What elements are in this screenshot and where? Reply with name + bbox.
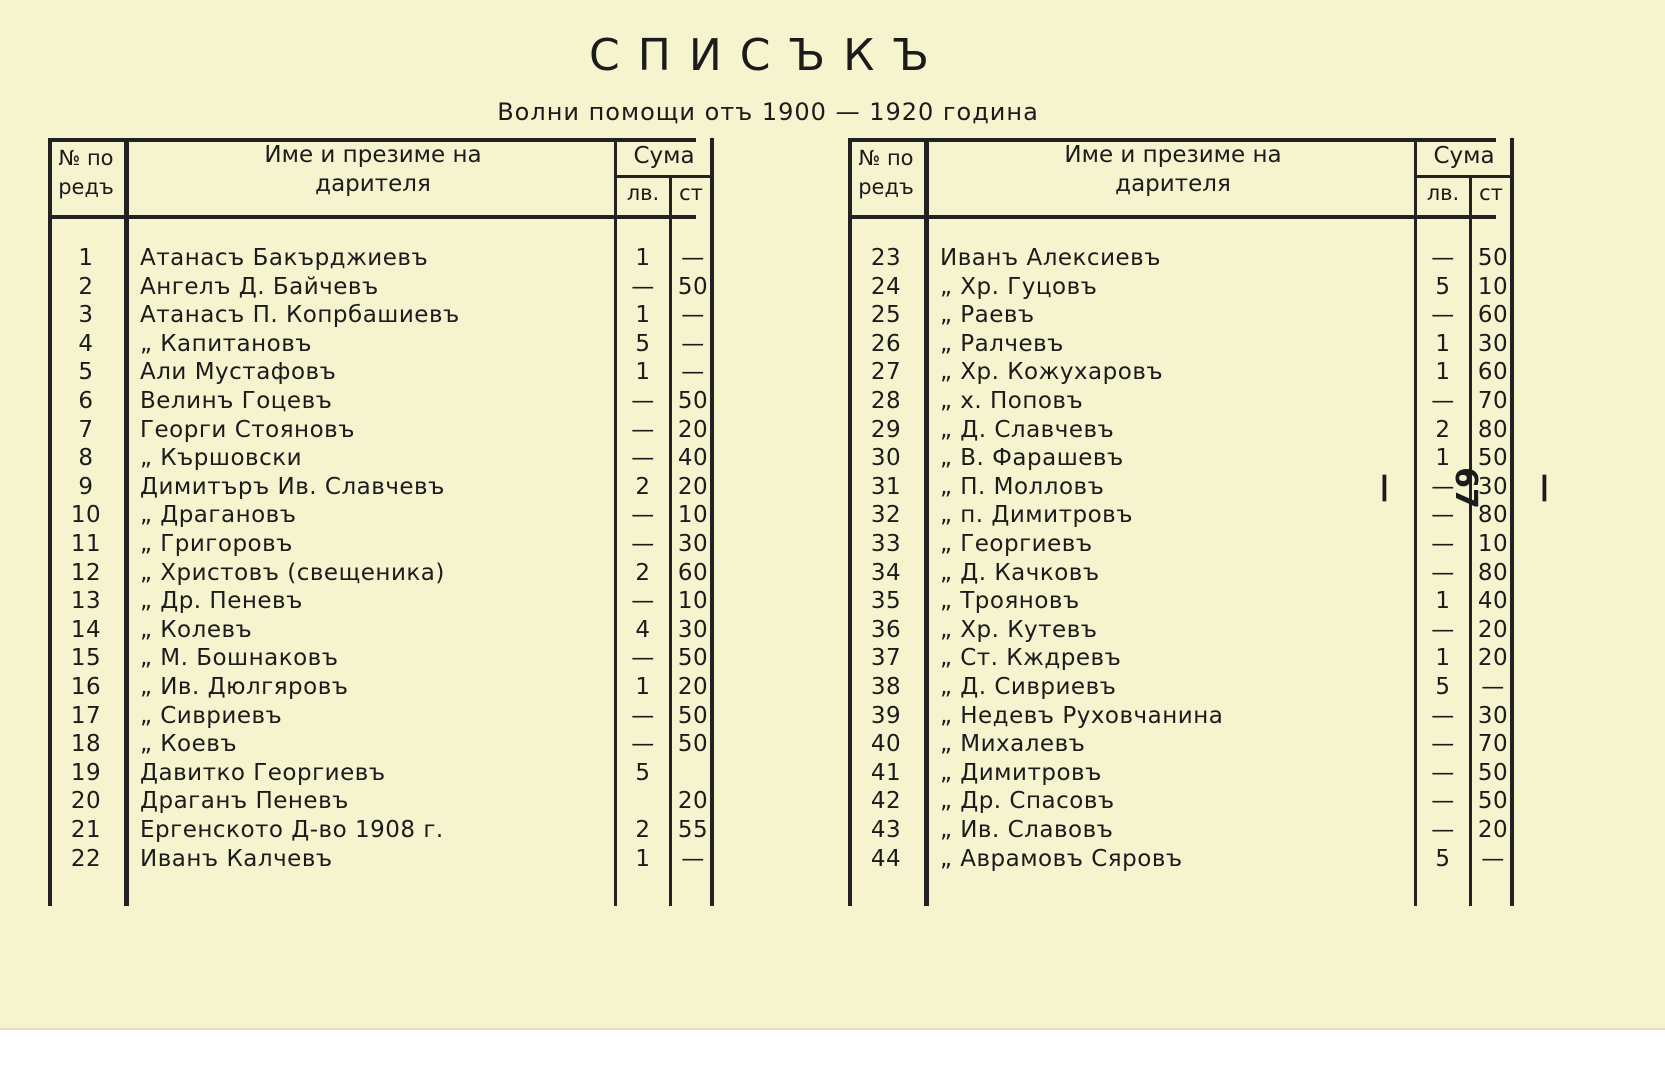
donor-name: „ Ив. Дюлгяровъ — [140, 674, 349, 700]
row-number: 18 — [70, 731, 102, 758]
row-number: 37 — [870, 645, 902, 672]
amount-lv: — — [631, 273, 655, 300]
amount-st: — — [1481, 674, 1505, 700]
row-number: 26 — [870, 330, 902, 357]
amount-st: 70 — [1477, 388, 1509, 414]
donor-table-right — [848, 138, 1509, 906]
amount-lv: 2 — [635, 817, 651, 843]
table-row — [848, 357, 1509, 387]
table-row — [848, 586, 1509, 616]
amount-lv: — — [631, 731, 655, 758]
amount-lv: 5 — [635, 759, 651, 786]
amount-lv: 1 — [1435, 445, 1451, 472]
amount-lv: — — [631, 388, 655, 414]
amount-st: 20 — [677, 473, 709, 500]
amount-st: 30 — [1477, 473, 1509, 500]
table-row — [848, 758, 1509, 788]
row-number: 17 — [70, 702, 102, 729]
amount-st: 40 — [677, 445, 709, 472]
table-row — [848, 415, 1509, 445]
donor-name: „ М. Бошнаковъ — [140, 645, 339, 672]
amount-st: — — [681, 302, 705, 329]
donor-name: „ Д. Славчевъ — [940, 416, 1115, 443]
row-number: 35 — [870, 588, 902, 615]
table-row — [48, 243, 705, 273]
table-row — [848, 500, 1509, 530]
row-number: 13 — [70, 588, 102, 615]
table-row — [48, 529, 709, 559]
header-num-line1: № по — [858, 146, 914, 170]
amount-st: 80 — [1477, 416, 1509, 443]
row-number: 11 — [70, 531, 102, 557]
amount-lv: — — [631, 702, 655, 729]
row-number: 10 — [70, 502, 102, 529]
amount-lv: — — [1431, 731, 1455, 758]
donor-name: „ Хр. Гуцовъ — [940, 273, 1098, 300]
header-sum: Сума — [1433, 143, 1495, 169]
donor-name: Атанасъ П. Копрбашиевъ — [140, 302, 460, 329]
row-number: 6 — [78, 388, 94, 414]
table-row — [848, 558, 1509, 588]
table-row — [48, 472, 709, 502]
page-number: — 67 — — [1368, 467, 1563, 509]
table-row — [848, 329, 1509, 359]
amount-st: 40 — [1477, 588, 1509, 615]
row-number: 8 — [78, 445, 94, 472]
donor-name: „ Др. Пеневъ — [140, 588, 303, 615]
amount-lv: — — [631, 416, 655, 443]
donor-name: „ П. Молловъ — [940, 473, 1105, 500]
donor-name: „ Др. Спасовъ — [940, 788, 1115, 815]
amount-st: 50 — [677, 645, 709, 672]
donor-name: Ергенското Д-во 1908 г. — [140, 817, 444, 843]
table-row — [848, 386, 1509, 416]
header-name — [933, 141, 1413, 199]
header-st: ст — [679, 181, 703, 205]
table-row — [48, 329, 705, 359]
table-row — [48, 815, 709, 845]
header-num-line2: редъ — [858, 175, 914, 199]
amount-lv: — — [631, 502, 655, 529]
table-row — [48, 758, 696, 788]
row-number: 9 — [78, 473, 94, 500]
amount-lv: — — [1431, 302, 1455, 329]
donor-name: „ Коевъ — [140, 731, 238, 758]
amount-lv: — — [1431, 473, 1455, 500]
amount-st: 50 — [1477, 245, 1509, 271]
amount-st: 20 — [1477, 817, 1509, 843]
amount-lv: — — [1431, 817, 1455, 843]
table-row — [48, 701, 709, 731]
row-number: 39 — [870, 702, 902, 729]
amount-st: — — [1481, 845, 1505, 872]
header-name — [133, 141, 613, 199]
row-number: 3 — [78, 302, 94, 329]
table-row — [848, 272, 1509, 302]
amount-st: 80 — [1477, 559, 1509, 586]
header-lv: лв. — [626, 181, 660, 205]
row-number: 34 — [870, 559, 902, 586]
amount-lv: — — [1431, 702, 1455, 729]
donor-name: Иванъ Калчевъ — [140, 845, 333, 872]
donor-name: Али Мустафовъ — [140, 359, 337, 386]
table-row — [48, 558, 709, 588]
table-row — [848, 243, 1509, 273]
amount-lv: 1 — [635, 845, 651, 872]
amount-lv: — — [631, 531, 655, 557]
row-number: 40 — [870, 731, 902, 758]
row-number: 15 — [70, 645, 102, 672]
header-name-line2: дарителя — [315, 171, 431, 197]
header-num-line1: № по — [58, 146, 114, 170]
donor-table-left — [48, 138, 709, 906]
amount-lv: 5 — [1435, 273, 1451, 300]
donor-name: „ Капитановъ — [140, 330, 313, 357]
amount-st: 60 — [677, 559, 709, 586]
row-number: 1 — [78, 245, 94, 271]
amount-lv: 1 — [1435, 588, 1451, 615]
donor-name: „ Георгиевъ — [940, 531, 1093, 557]
sum-subheader-rule — [614, 175, 714, 178]
donor-name: „ Недевъ Руховчанина — [940, 702, 1224, 729]
table-row — [48, 586, 709, 616]
row-number: 24 — [870, 273, 902, 300]
header-name-line1: Име и презиме на — [1064, 142, 1282, 168]
donor-name: „ Аврамовъ Сяровъ — [940, 845, 1183, 872]
amount-lv: — — [1431, 788, 1455, 815]
header-st: ст — [1479, 181, 1503, 205]
table-row — [48, 300, 705, 330]
amount-st: 50 — [677, 388, 709, 414]
row-number: 22 — [70, 845, 102, 872]
donor-name: „ Михалевъ — [940, 731, 1086, 758]
amount-st: — — [681, 845, 705, 872]
amount-lv: — — [631, 645, 655, 672]
page-subtitle: Волни помощи отъ 1900 — 1920 година — [497, 98, 1039, 126]
header-num — [848, 144, 924, 202]
row-number: 29 — [870, 416, 902, 443]
table-row — [848, 443, 1509, 473]
amount-st: 20 — [677, 416, 709, 443]
row-number: 23 — [870, 245, 902, 271]
header-name-line1: Име и презиме на — [264, 142, 482, 168]
donor-name: „ Григоровъ — [140, 531, 293, 557]
row-number: 4 — [78, 330, 94, 357]
row-number: 12 — [70, 559, 102, 586]
table-row — [48, 443, 709, 473]
amount-lv: 5 — [1435, 674, 1451, 700]
row-number: 19 — [70, 759, 102, 786]
amount-lv: 1 — [635, 674, 651, 700]
row-number: 30 — [870, 445, 902, 472]
donor-name: Давитко Георгиевъ — [140, 759, 386, 786]
donor-name: Драганъ Пеневъ — [140, 788, 349, 815]
header-sum: Сума — [633, 143, 695, 169]
page-title: СПИСЪКЪ — [589, 30, 947, 81]
header-lv: лв. — [1426, 181, 1460, 205]
amount-st: 10 — [677, 588, 709, 615]
amount-lv: 1 — [1435, 330, 1451, 357]
donor-name: „ Ралчевъ — [940, 330, 1064, 357]
table-header-rule — [48, 215, 696, 219]
amount-st: 30 — [677, 616, 709, 643]
donor-name: „ Димитровъ — [940, 759, 1102, 786]
header-name-line2: дарителя — [1115, 171, 1231, 197]
amount-st: 50 — [677, 702, 709, 729]
amount-lv: 1 — [1435, 359, 1451, 386]
table-row — [48, 415, 709, 445]
amount-st: 20 — [677, 788, 709, 815]
table-row — [48, 786, 709, 816]
amount-st: — — [681, 330, 705, 357]
donor-name: „ Хр. Кутевъ — [940, 616, 1098, 643]
amount-st: 50 — [677, 731, 709, 758]
donor-name: „ х. Поповъ — [940, 388, 1084, 414]
table-row — [848, 844, 1505, 874]
donor-name: Ангелъ Д. Байчевъ — [140, 273, 379, 300]
table-row — [848, 786, 1509, 816]
row-number: 20 — [70, 788, 102, 815]
donor-name: „ Колевъ — [140, 616, 253, 643]
donor-name: „ Раевъ — [940, 302, 1035, 329]
amount-lv: 4 — [635, 616, 651, 643]
donor-name: Иванъ Алексиевъ — [940, 245, 1161, 271]
donor-name: Атанасъ Бакърджиевъ — [140, 245, 429, 271]
donor-name: „ Сивриевъ — [140, 702, 283, 729]
row-number: 32 — [870, 502, 902, 529]
table-row — [848, 672, 1505, 702]
amount-lv: — — [1431, 531, 1455, 557]
amount-st: — — [681, 245, 705, 271]
table-row — [848, 643, 1509, 673]
amount-lv: 1 — [635, 302, 651, 329]
amount-lv: 5 — [635, 330, 651, 357]
amount-st: 50 — [1477, 445, 1509, 472]
amount-st: 10 — [1477, 531, 1509, 557]
donor-name: „ Христовъ (свещеника) — [140, 559, 445, 586]
row-number: 5 — [78, 359, 94, 386]
donor-name: „ Драгановъ — [140, 502, 297, 529]
donor-name: „ Трояновъ — [940, 588, 1080, 615]
table-header-rule — [848, 215, 1496, 219]
amount-st: — — [681, 359, 705, 386]
amount-st: 30 — [1477, 330, 1509, 357]
row-number: 14 — [70, 616, 102, 643]
header-num-line2: редъ — [58, 175, 114, 199]
row-number: 16 — [70, 674, 102, 700]
amount-st: 80 — [1477, 502, 1509, 529]
amount-lv: — — [631, 588, 655, 615]
amount-lv: — — [1431, 245, 1455, 271]
amount-lv: — — [1431, 759, 1455, 786]
table-row — [48, 500, 709, 530]
amount-lv: 2 — [635, 559, 651, 586]
table-row — [48, 272, 709, 302]
page-bottom-margin — [0, 1030, 1665, 1080]
table-row — [48, 615, 709, 645]
table-row — [848, 701, 1509, 731]
amount-st: 10 — [1477, 273, 1509, 300]
table-row — [848, 300, 1509, 330]
sum-subheader-rule — [1414, 175, 1514, 178]
amount-st: 50 — [677, 273, 709, 300]
donor-name: „ Д. Сивриевъ — [940, 674, 1117, 700]
row-number: 21 — [70, 817, 102, 843]
amount-st: 50 — [1477, 759, 1509, 786]
row-number: 43 — [870, 817, 902, 843]
donor-name: Димитъръ Ив. Славчевъ — [140, 473, 445, 500]
table-row — [848, 815, 1509, 845]
table-row — [48, 357, 705, 387]
amount-st: 30 — [677, 531, 709, 557]
amount-lv: 2 — [1435, 416, 1451, 443]
row-number: 28 — [870, 388, 902, 414]
row-number: 31 — [870, 473, 902, 500]
donor-name: „ Д. Качковъ — [940, 559, 1100, 586]
donor-name: „ Хр. Кожухаровъ — [940, 359, 1164, 386]
row-number: 2 — [78, 273, 94, 300]
donor-name: Велинъ Гоцевъ — [140, 388, 333, 414]
amount-st: 10 — [677, 502, 709, 529]
amount-lv: — — [1431, 502, 1455, 529]
row-number: 42 — [870, 788, 902, 815]
donor-name: „ Ст. Кждревъ — [940, 645, 1122, 672]
amount-st: 20 — [1477, 645, 1509, 672]
amount-st: 60 — [1477, 302, 1509, 329]
row-number: 7 — [78, 416, 94, 443]
table-row — [48, 386, 709, 416]
amount-st: 70 — [1477, 731, 1509, 758]
amount-lv: 5 — [1435, 845, 1451, 872]
table-row — [848, 615, 1509, 645]
amount-lv: 1 — [635, 245, 651, 271]
header-num — [48, 144, 124, 202]
amount-lv: — — [1431, 616, 1455, 643]
donor-name: „ п. Димитровъ — [940, 502, 1133, 529]
amount-lv: — — [1431, 559, 1455, 586]
table-row — [48, 844, 705, 874]
amount-st: 50 — [1477, 788, 1509, 815]
amount-st: 20 — [1477, 616, 1509, 643]
donor-name: „ В. Фарашевъ — [940, 445, 1124, 472]
row-number: 41 — [870, 759, 902, 786]
donor-name: Георги Стояновъ — [140, 416, 355, 443]
table-row — [48, 672, 709, 702]
table-row — [848, 729, 1509, 759]
amount-st: 30 — [1477, 702, 1509, 729]
amount-st: 55 — [677, 817, 709, 843]
row-number: 33 — [870, 531, 902, 557]
table-row — [848, 529, 1509, 559]
row-number: 44 — [870, 845, 902, 872]
table-row — [48, 729, 709, 759]
row-number: 36 — [870, 616, 902, 643]
table-row — [48, 643, 709, 673]
row-number: 38 — [870, 674, 902, 700]
amount-lv: 2 — [635, 473, 651, 500]
amount-lv: 1 — [1435, 645, 1451, 672]
row-number: 25 — [870, 302, 902, 329]
donor-name: „ Ив. Славовъ — [940, 817, 1114, 843]
donor-name: „ Кършовски — [140, 445, 303, 472]
amount-lv: — — [1431, 388, 1455, 414]
amount-lv: 1 — [635, 359, 651, 386]
row-number: 27 — [870, 359, 902, 386]
amount-st: 20 — [677, 674, 709, 700]
amount-st: 60 — [1477, 359, 1509, 386]
amount-lv: — — [631, 445, 655, 472]
